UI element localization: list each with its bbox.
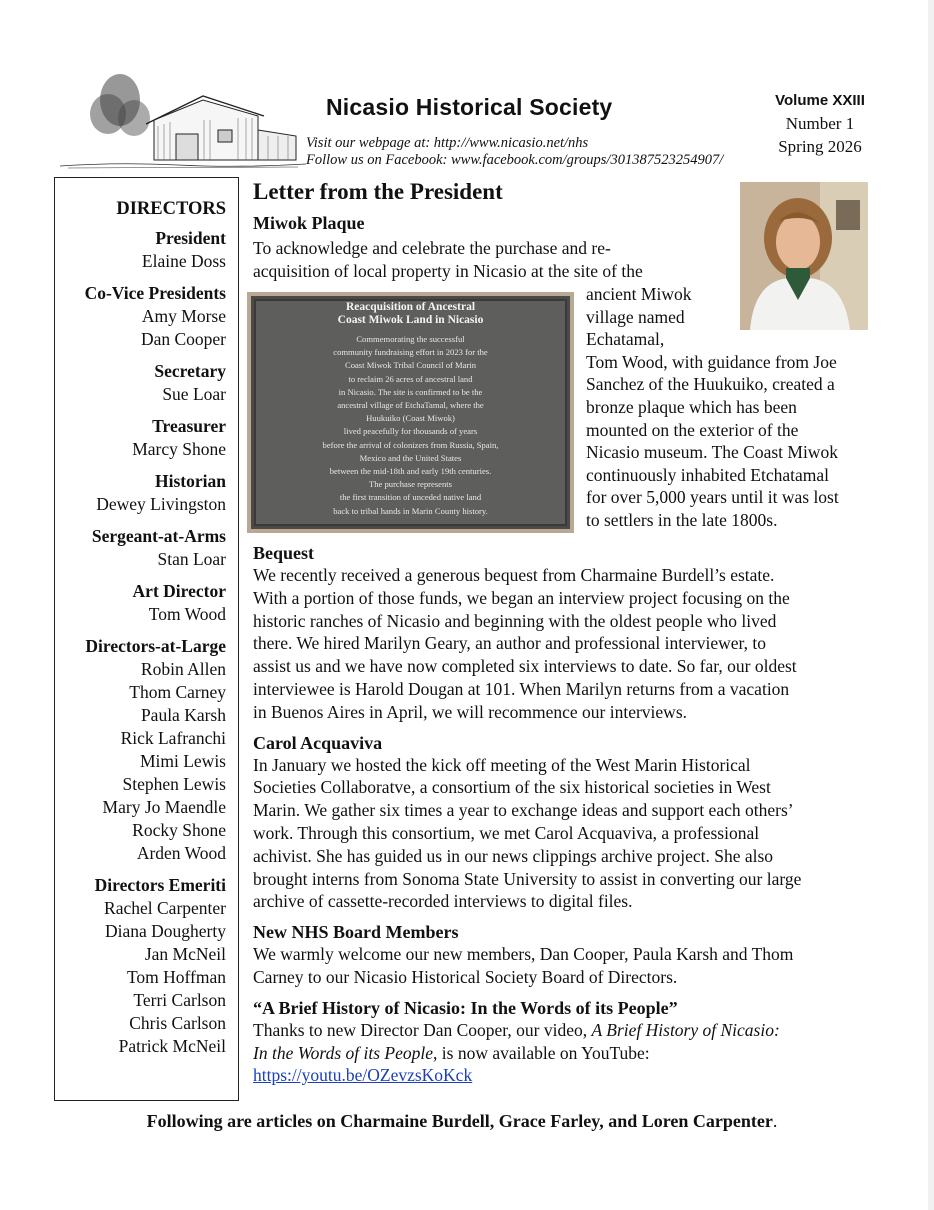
text-line: We warmly welcome our new members, Dan Cooper, Paula Karsh and Thom: [253, 944, 794, 965]
director-name: Mimi Lewis: [139, 751, 226, 771]
video-suffix: , is now available on YouTube:: [433, 1042, 650, 1063]
plaque-line: between the mid-18th and early 19th centuries.: [329, 466, 492, 476]
video-title-italic-2: In the Words of its People: [253, 1042, 434, 1063]
plaque-line: community fundraising effort in 2023 for the: [333, 347, 488, 358]
director-group: [85, 635, 226, 865]
bequest-text: [253, 564, 878, 724]
volume: Volume XXIII: [775, 92, 865, 109]
directors-list: [85, 198, 226, 1067]
society-title: Nicasio Historical Society: [326, 94, 613, 120]
director-name: Mary Jo Maendle: [102, 797, 226, 817]
plaque-line: back to tribal hands in Marin County history.: [333, 505, 488, 516]
miwok-title: Miwok Plaque: [253, 213, 365, 233]
director-name: Thom Carney: [129, 682, 226, 702]
issue-season: Spring 2026: [778, 137, 862, 156]
text-line: Societies Collaboratve, a consortium of the six historical societies in West: [253, 777, 771, 798]
plaque-line: Commemorating the successful: [356, 334, 465, 344]
director-role: Historian: [155, 471, 226, 491]
webpage-line[interactable]: Visit our webpage at: http://www.nicasio.net/nhs: [306, 135, 589, 151]
plaque-heading-1: Reacquisition of Ancestral: [345, 301, 476, 313]
director-role: Treasurer: [152, 416, 226, 436]
board-text: [253, 943, 878, 989]
director-role: Secretary: [154, 361, 226, 381]
director-name: Diana Dougherty: [104, 921, 226, 941]
director-name: Rachel Carpenter: [104, 898, 226, 918]
director-name: Marcy Shone: [132, 439, 226, 459]
footer-period: .: [772, 1111, 778, 1131]
director-name: Tom Wood: [148, 604, 226, 624]
video-prefix: Thanks to new Director Dan Cooper, our video,: [253, 1019, 592, 1040]
text-line: interviewee is Harold Dougan at 101. When Marilyn returns from a vacation: [253, 678, 790, 699]
text-line: achivist. She has guided us in our news clippings archive project. She also: [253, 845, 774, 866]
director-role: Directors Emeriti: [94, 875, 226, 895]
text-line: archive of cassette-recorded interviews to digital files.: [253, 891, 633, 912]
director-name: Rocky Shone: [132, 820, 226, 840]
carol-text: [253, 754, 878, 914]
director-name: Paula Karsh: [140, 705, 226, 725]
director-name: Dan Cooper: [140, 329, 226, 349]
text-line: there. We hired Marilyn Geary, an author and professional interviewer, to: [253, 633, 766, 654]
lower-sections: [253, 542, 878, 1087]
miwok-text-line: Tom Wood, with guidance from Joe: [586, 351, 837, 372]
director-name: Chris Carlson: [129, 1013, 226, 1033]
plaque-line: Coast Miwok Tribal Council of Marin: [344, 360, 477, 371]
director-name: Amy Morse: [141, 306, 226, 326]
director-name: Dewey Livingston: [96, 494, 226, 514]
director-role: Directors-at-Large: [85, 636, 226, 656]
miwok-text-line: ancient Miwok: [586, 284, 692, 304]
youtube-link[interactable]: https://youtu.be/OZevzsKoKck: [253, 1065, 473, 1086]
director-name: Tom Hoffman: [126, 967, 226, 987]
director-name: Rick Lafranchi: [120, 728, 226, 748]
director-role: Co-Vice Presidents: [84, 283, 226, 303]
plaque-line: ancestral village of EtchaTamal, where the: [337, 400, 484, 410]
issue-number: Number 1: [785, 114, 855, 133]
director-name: Robin Allen: [140, 659, 226, 679]
plaque-line: in Nicasio. The site is confirmed to be the: [338, 386, 483, 397]
director-group: [85, 360, 226, 406]
text-line: brought interns from Sonoma State University to assist in converting our large: [253, 868, 802, 889]
director-name: Jan McNeil: [144, 944, 226, 964]
plaque-line: The purchase represents: [368, 479, 453, 490]
video-text-line-2: [253, 1042, 878, 1065]
director-group: [85, 282, 226, 351]
text-line: assist us and we have now completed six interviews to date. So far, our oldest: [253, 656, 797, 677]
director-role: President: [155, 228, 226, 248]
director-role: Sergeant-at-Arms: [91, 526, 226, 546]
plaque-line: the first transition of unceded native land: [339, 492, 482, 503]
director-name: Sue Loar: [162, 384, 226, 404]
plaque-line: to reclaim 26 acres of ancestral land: [348, 373, 473, 384]
video-text-line-1: [253, 1019, 878, 1042]
director-name: Elaine Doss: [141, 251, 226, 271]
miwok-text-line: continuously inhabited Etchatamal: [586, 464, 829, 485]
video-title-italic-1: A Brief History of Nicasio:: [591, 1019, 780, 1040]
plaque-photo: [247, 292, 574, 533]
director-group: [85, 874, 226, 1058]
plaque-heading-2: Coast Miwok Land in Nicasio: [337, 314, 484, 326]
footer-text: Following are articles on Charmaine Burdell, Grace Farley, and Loren Carpenter: [146, 1111, 773, 1131]
text-line: With a portion of those funds, we began an interview project focusing on the: [253, 587, 790, 608]
miwok-text-line: for over 5,000 years until it was lost: [586, 487, 839, 508]
plaque-line: before the arrival of colonizers from Russia, Spain,: [322, 439, 499, 450]
barn-logo: [58, 70, 308, 170]
text-line: Marin. We gather six times a year to exchange ideas and support each others’: [253, 800, 794, 821]
directors-heading: DIRECTORS: [116, 199, 226, 219]
director-name: Terri Carlson: [133, 990, 226, 1010]
text-line: In January we hosted the kick off meeting of the West Marin Historical: [253, 754, 751, 775]
director-group: [85, 227, 226, 273]
text-line: Carney to our Nicasio Historical Society Board of Directors.: [253, 966, 678, 987]
video-title: “A Brief History of Nicasio: In the Words of its People”: [253, 997, 678, 1018]
director-name: Patrick McNeil: [118, 1036, 226, 1056]
miwok-text-line: Echatamal,: [586, 329, 665, 350]
miwok-text-line: Nicasio museum. The Coast Miwok: [586, 442, 838, 463]
plaque-line: Mexico and the United States: [359, 452, 462, 463]
text-line: in Buenos Aires in April, we will recommence our interviews.: [253, 701, 688, 722]
bequest-title: Bequest: [253, 543, 315, 563]
issue-info: [762, 92, 878, 157]
plaque-line: Huukuiko (Coast Miwok): [366, 413, 455, 424]
miwok-text-line: to settlers in the late 1800s.: [586, 510, 778, 530]
miwok-text-line: Sanchez of the Huukuiko, created a: [586, 374, 835, 395]
miwok-text-line: mounted on the exterior of the: [586, 419, 799, 440]
director-group: [85, 415, 226, 461]
director-name: Arden Wood: [136, 843, 226, 863]
board-title: New NHS Board Members: [253, 922, 459, 943]
footer-line: [0, 1111, 924, 1132]
letter-title: Letter from the President: [253, 179, 503, 204]
miwok-text-line: acquisition of local property in Nicasio at the site of the: [253, 261, 643, 281]
directors-sidebar: [54, 177, 239, 1101]
miwok-text-line: village named: [586, 306, 685, 327]
text-line: work. Through this consortium, we met Carol Acquaviva, a professional: [253, 822, 760, 843]
miwok-text-line: bronze plaque which has been: [586, 397, 797, 417]
plaque-line: lived peacefully for thousands of years: [343, 426, 478, 437]
video-link-line: [253, 1064, 878, 1087]
director-group: [85, 525, 226, 571]
director-group: [85, 470, 226, 516]
director-role: Art Director: [132, 581, 226, 601]
carol-title: Carol Acquaviva: [253, 732, 383, 753]
text-line: historic ranches of Nicasio and beginning with the oldest people who lived: [253, 610, 777, 631]
director-name: Stan Loar: [157, 549, 226, 569]
text-line: We recently received a generous bequest from Charmaine Burdell’s estate.: [253, 565, 775, 585]
facebook-line[interactable]: Follow us on Facebook: www.facebook.com/groups/301387523254907/: [306, 152, 724, 168]
director-name: Stephen Lewis: [122, 774, 226, 794]
main-column: [253, 178, 878, 234]
miwok-text-line: To acknowledge and celebrate the purchase and re-: [253, 238, 611, 258]
page-edge: [928, 0, 934, 1210]
director-group: [85, 580, 226, 626]
